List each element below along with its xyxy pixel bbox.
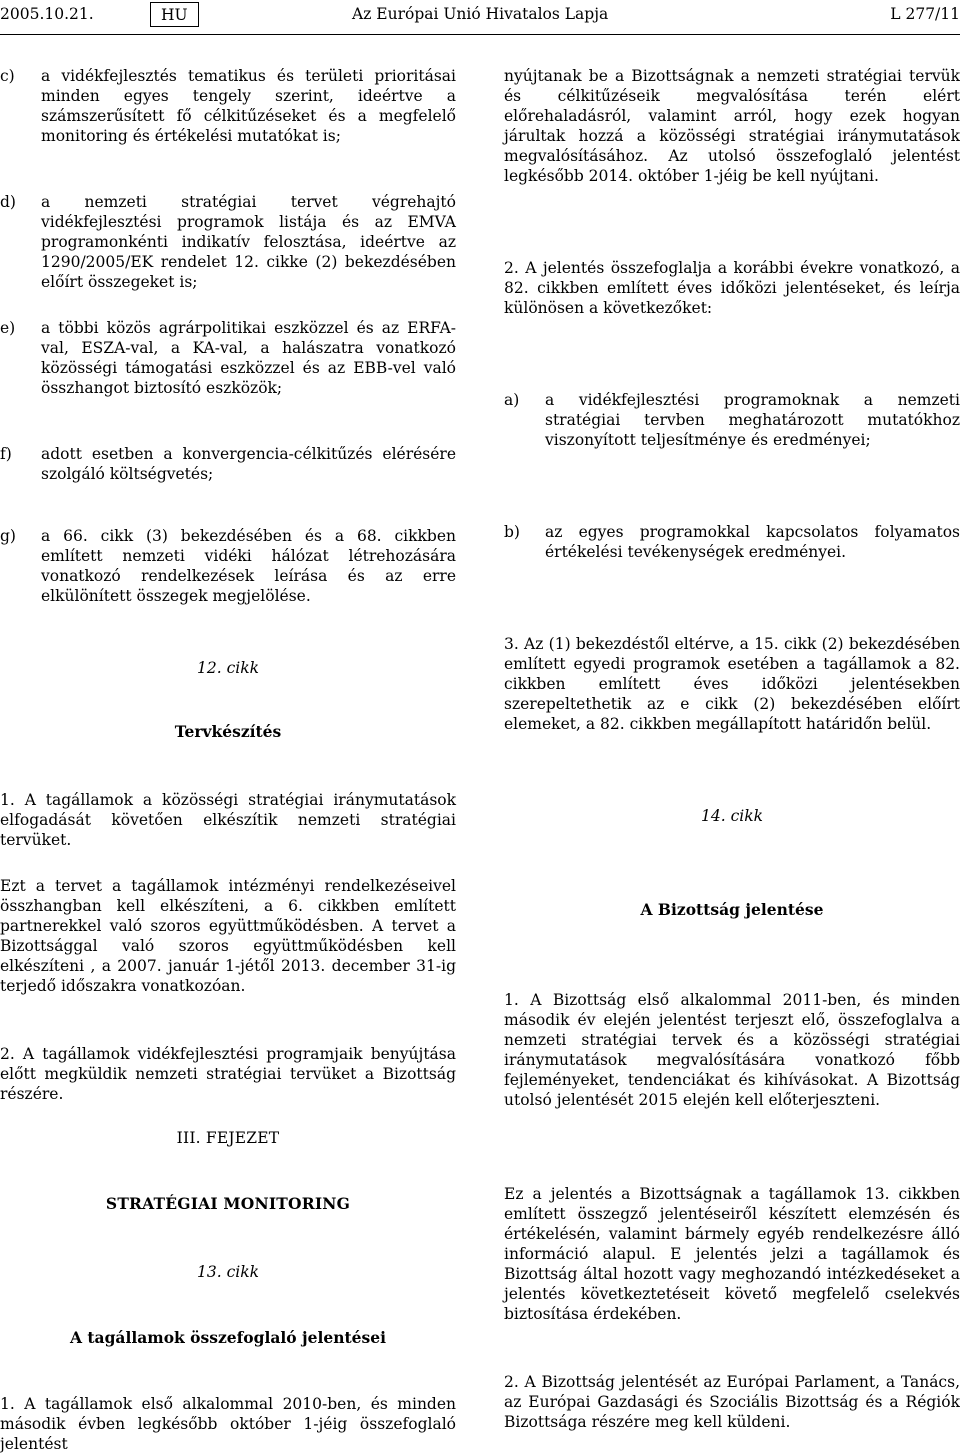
publication-date: 2005.10.21. bbox=[0, 5, 94, 23]
page-header bbox=[0, 0, 960, 30]
article-13-paragraph-1: 1. A tagállamok első alkalommal 2010-ben, és minden második évben legkésőbb október 1-jéig összefoglaló jelentést bbox=[0, 1395, 456, 1453]
page-number: L 277/11 bbox=[890, 5, 960, 23]
article-14-paragraph-1b: Ez a jelentés a Bizottságnak a tagállamok 13. cikkben említett összegző jelentéseiről készített elemzésén és értékelésén, valamint bármely egyéb rendelkezésre álló információ alapul. E jelentés jelzi a tagállamok és Bizottság által hozott vagy meghozandó intézkedéseket a jelentés következtetéseit követő megfelelő cselekvés biztosítása érdekében. bbox=[504, 1185, 960, 1323]
item-text: az egyes programokkal kapcsolatos folyamatos értékelési tevékenységek eredményei. bbox=[545, 523, 960, 561]
article-12-paragraph-1b: Ezt a tervet a tagállamok intézményi rendelkezéseivel összhangban kell elkészíteni, a 6. cikkben említett partnerekkel való szoros együttműködésben. A tervet a Bizottsággal való szoros együttműködésben kell elkészíteni , a 2007. január 1-jétől 2013. december 31-ig terjedő időszakra vonatkozóan. bbox=[0, 877, 456, 995]
chapter-number: III. FEJEZET bbox=[176, 1129, 280, 1147]
item-text: a nemzeti stratégiai tervet végrehajtó vidékfejlesztési programok listája és az EMVA programonkénti indikatív felosztása, ideértve az 1290/2005/EK rendelet 12. cikke (2) bekezdésében előírt összegeket is; bbox=[41, 193, 456, 291]
article-12-number: 12. cikk bbox=[197, 659, 259, 677]
list-item-b bbox=[504, 522, 960, 562]
article-14-number: 14. cikk bbox=[701, 807, 763, 825]
item-letter: g) bbox=[0, 527, 16, 545]
item-letter: c) bbox=[0, 67, 15, 85]
article-13-paragraph-2: 2. A jelentés összefoglalja a korábbi évekre vonatkozó, a 82. cikkben említett éves időközi jelentéseket, és leírja különösen a következőket: bbox=[504, 259, 960, 317]
list-item-f bbox=[0, 444, 456, 484]
item-text: a többi közös agrárpolitikai eszközzel és az ERFA-val, ESZA-val, a KA-val, a halászatra vonatkozó közösségi támogatási eszközzel és az EBB-vel való összhangot biztosító eszközök; bbox=[41, 319, 456, 397]
article-14-paragraph-2: 2. A Bizottság jelentését az Európai Parlament, a Tanács, az Európai Gazdasági és Szociális Bizottság és a Régiók Bizottsága részére meg kell küldeni. bbox=[504, 1373, 960, 1431]
list-item-a bbox=[504, 390, 960, 450]
journal-title: Az Európai Unió Hivatalos Lapja bbox=[352, 5, 609, 23]
list-item-c bbox=[0, 66, 456, 146]
chapter-title: STRATÉGIAI MONITORING bbox=[105, 1194, 351, 1213]
list-item-d bbox=[0, 192, 456, 292]
language-code: HU bbox=[150, 2, 199, 27]
item-letter: b) bbox=[504, 523, 520, 541]
item-text: a vidékfejlesztési programoknak a nemzeti stratégiai tervben meghatározott mutatókhoz viszonyított teljesítménye és eredményei; bbox=[545, 391, 960, 449]
header-rule bbox=[0, 34, 960, 35]
item-letter: e) bbox=[0, 319, 16, 337]
list-item-e bbox=[0, 318, 456, 398]
item-text: a vidékfejlesztés tematikus és területi prioritásai minden egyes tengely szerint, ideértve a számszerűsített fő célkitűzéseket és a megfelelő monitoring és értékelési mutatókat is; bbox=[41, 67, 456, 145]
list-item-g bbox=[0, 526, 456, 606]
article-13-paragraph-3: 3. Az (1) bekezdéstől eltérve, a 15. cikk (2) bekezdésében említett egyedi programok esetében a tagállamok a 82. cikkben említett éves időközi jelentésekben szerepeltethetik az e cikk (2) bekezdésében előírt elemeket, a 82. cikkben megállapított határidőn belül. bbox=[504, 635, 960, 733]
article-12-paragraph-1: 1. A tagállamok a közösségi stratégiai iránymutatások elfogadását követően elkészítik nemzeti stratégiai tervüket. bbox=[0, 791, 456, 849]
item-letter: a) bbox=[504, 391, 520, 409]
item-text: adott esetben a konvergencia-célkitűzés elérésére szolgáló költségvetés; bbox=[41, 445, 456, 483]
article-13-paragraph-1-continued: nyújtanak be a Bizottságnak a nemzeti stratégiai tervük és célkitűzéseik megvalósítása terén elért előrehaladásról, valamint arról, hogy ezek hogyan járultak hozzá a közösségi stratégiai iránymutatások megvalósításához. Az utolsó összefoglaló jelentést legkésőbb 2014. október 1-jéig be kell nyújtani. bbox=[504, 67, 960, 185]
article-13-number: 13. cikk bbox=[197, 1263, 259, 1281]
article-14-paragraph-1: 1. A Bizottság első alkalommal 2011-ben, és minden második év elején jelentést terjeszt elő, összefoglalva a nemzeti stratégiai tervek és a közösségi stratégiai iránymutatások megvalósítására vonatkozó főbb fejleményeket, tendenciákat és kihívásokat. A Bizottság utolsó jelentését 2015 elején kell előterjeszteni. bbox=[504, 991, 960, 1109]
article-12-title: Tervkészítés bbox=[174, 722, 282, 741]
article-13-title: A tagállamok összefoglaló jelentései bbox=[69, 1328, 387, 1347]
item-letter: d) bbox=[0, 193, 16, 211]
article-12-paragraph-2: 2. A tagállamok vidékfejlesztési programjaik benyújtása előtt megküldik nemzeti stratégiai tervüket a Bizottság részére. bbox=[0, 1045, 456, 1103]
item-letter: f) bbox=[0, 445, 12, 463]
item-text: a 66. cikk (3) bekezdésében és a 68. cikkben említett nemzeti vidéki hálózat létrehozására vonatkozó rendelkezések leírása és az erre elkülönített összegek megjelölése. bbox=[41, 527, 456, 605]
article-14-title: A Bizottság jelentése bbox=[640, 900, 824, 919]
